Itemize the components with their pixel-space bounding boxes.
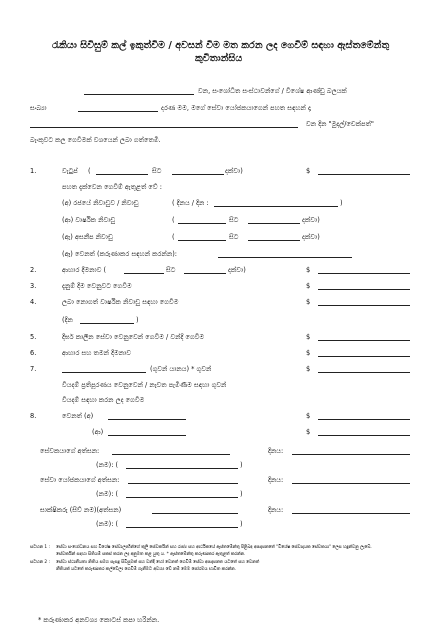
item4-amount-field[interactable] bbox=[318, 305, 410, 306]
item1a-label: (අ) රජයේ නිවාඩුව / නිවාඩු bbox=[62, 199, 139, 207]
sig1-date-field[interactable] bbox=[292, 454, 410, 455]
intro-line4: බැංකුවට කල ගෙවීමක් වශයෙන් ලබා ගත්තෙමි. bbox=[30, 136, 161, 144]
sig3-name-field[interactable] bbox=[126, 527, 238, 528]
item2-from-label: සිට bbox=[166, 266, 176, 274]
item1-label: වැටුප් bbox=[62, 167, 78, 175]
item1c-from-line[interactable] bbox=[178, 240, 226, 241]
item1b-label: (ආ) වාර්ෂික නිවාඩු bbox=[62, 216, 116, 224]
item2-from-line[interactable] bbox=[124, 273, 164, 274]
item1c-from-label: සිට bbox=[229, 233, 239, 241]
sig2-close: ) bbox=[240, 490, 243, 498]
form-title-line2: කුවිතාන්සිය bbox=[195, 53, 243, 64]
sig2-date-field[interactable] bbox=[292, 483, 410, 484]
item3-number: 3. bbox=[30, 282, 37, 290]
sig1-close: ) bbox=[240, 461, 243, 469]
note2-line2: නීතියක් යටතේ කරුණාකර කල්වේලා ගෙවීම් ගැනීමට අවශ්‍ය වේ නම් මෙම පෝරමය භාවිත කරන්න. bbox=[56, 567, 237, 572]
item7-sub1: වියදම් ප්‍රතිපූරණය වෙනුවෙන් / නැවත පැමිණීම සඳහා ගුවන් bbox=[62, 381, 227, 389]
item4-days-field[interactable] bbox=[80, 323, 134, 324]
note1-line2: සේවකයින් සඳහා සිතියම් සකස් කරන ලද අනුමත කළ යුතු ය. * ඇස්තමේන්තු කරුණාකර ඇතුළත් කරන්න. bbox=[56, 552, 246, 557]
id-number-field-line[interactable] bbox=[78, 111, 158, 112]
item1-to-label: දක්වා) bbox=[225, 167, 243, 175]
item1c-to-line[interactable] bbox=[248, 240, 300, 241]
item1b-from-label: සිට bbox=[229, 216, 239, 224]
sig1-signature-field[interactable] bbox=[112, 454, 230, 455]
item1-from-line[interactable] bbox=[96, 174, 148, 175]
item4-number: 4. bbox=[30, 298, 37, 306]
item4-days-close: ) bbox=[136, 316, 139, 324]
item8-label: වෙනත් (අ) bbox=[62, 412, 94, 420]
sig2-signature-field[interactable] bbox=[128, 483, 238, 484]
item1b-to-label: දක්වා) bbox=[302, 216, 320, 224]
item1c-label: (ඇ) අසනීප නිවාඩු bbox=[62, 233, 113, 241]
item1-currency: $ bbox=[306, 167, 311, 175]
sig3-date-label: දිනය: bbox=[268, 506, 284, 514]
item2-to-label: දක්වා) bbox=[228, 266, 246, 274]
item2-currency: $ bbox=[306, 266, 311, 274]
sig3-label: සාක්ෂිකරු (සිව් නම)(අත්සන) bbox=[40, 506, 122, 514]
item6-label: ආහාර සහ තමන් දීමනාව bbox=[62, 349, 132, 357]
sig1-name-field[interactable] bbox=[126, 468, 238, 469]
item4-days-label: (දින bbox=[62, 316, 73, 324]
sig3-close: ) bbox=[240, 520, 243, 528]
item2-to-line[interactable] bbox=[184, 273, 226, 274]
item3-amount-field[interactable] bbox=[318, 289, 410, 290]
item4-currency: $ bbox=[306, 298, 311, 306]
sig3-date-field[interactable] bbox=[292, 513, 410, 514]
item7-currency: $ bbox=[306, 365, 311, 373]
item8b-label: (ආ) bbox=[92, 428, 104, 436]
intro-line1: වන, සංශෝධිත සංස්ථාවන්ගේ / විශේෂ ආණ්ඩු බලයක් bbox=[198, 87, 347, 95]
item8-currency: $ bbox=[306, 412, 311, 420]
item1-sub-heading: පහත දැක්වෙන ගෙවීම් ඇතුළත් වේ : bbox=[62, 183, 162, 191]
item1d-label: (ඈ) වෙනත් (කරුණාකර සඳහන් කරන්න): bbox=[62, 250, 178, 258]
intro-line2-mid: දරණ මම, මගේ සේවා යෝජකයාගෙන් පහත සඳහන් දෑ bbox=[161, 104, 311, 112]
footnote: * කරුණාකර අනවශ්‍ය කොටස් කපා හරින්න. bbox=[38, 616, 160, 624]
item3-label: දැනුම් දීම වෙනුවට ගෙවීම bbox=[62, 282, 132, 290]
item1b-to-line[interactable] bbox=[248, 223, 300, 224]
item5-number: 5. bbox=[30, 333, 37, 341]
note2-line1: සේවා ස්ථානීයතා නිතිය සමග සැසඳූ සිවිසුමක් සහ වන්දි හෝ වෙනත් ගෙවීම් සේවා ආඥාපනත යටතේ සහ වෙනත් bbox=[56, 560, 260, 565]
item6-amount-field[interactable] bbox=[318, 356, 410, 357]
sig2-date-label: දිනය: bbox=[268, 476, 284, 484]
intro-line3: වන දින "මුදල්/චෙක්පත්" bbox=[306, 120, 374, 128]
sig2-label: සේවා යෝජකයාගේ අත්සන: bbox=[40, 476, 120, 484]
sig1-label: සේවකයාගේ අත්සන: bbox=[40, 447, 100, 455]
item5-currency: $ bbox=[306, 333, 311, 341]
item7-number: 7. bbox=[30, 365, 37, 373]
item5-amount-field[interactable] bbox=[318, 340, 410, 341]
item6-number: 6. bbox=[30, 349, 37, 357]
sig3-signature-field[interactable] bbox=[152, 513, 238, 514]
item5-label: දීර්ඝ කාලීන සේවා වෙනුවෙන් ගෙවීම / වන්දි ගෙවීම bbox=[62, 333, 205, 341]
sig3-name-label: (නම): ( bbox=[96, 520, 119, 528]
sig1-date-label: දිනය: bbox=[268, 447, 284, 455]
item7-sub2: වියදම් සඳහා කරන ලද ගෙවීම bbox=[62, 396, 145, 404]
item4-label: ලබා නොගත් වාර්ෂික නිවාඩු සඳහා ගෙවීම bbox=[62, 298, 179, 306]
item8b-field[interactable] bbox=[108, 435, 186, 436]
sig2-name-label: (නම): ( bbox=[96, 490, 119, 498]
item1c-to-label: දක්වා) bbox=[302, 233, 320, 241]
item2-amount-field[interactable] bbox=[318, 273, 410, 274]
sig2-name-field[interactable] bbox=[126, 497, 238, 498]
item1a-date-label: ( දිනය / දින : bbox=[172, 199, 209, 207]
item8a-amount-field[interactable] bbox=[318, 419, 410, 420]
note2-label: සටහන 2 : bbox=[30, 560, 50, 565]
item8b-currency: $ bbox=[306, 428, 311, 436]
item7-label: (ගුවන් යානය) * ගුවන් bbox=[150, 365, 212, 373]
item1-paren: ( bbox=[88, 167, 91, 175]
item3-currency: $ bbox=[306, 282, 311, 290]
item1c-paren: ( bbox=[172, 233, 175, 241]
item1b-paren: ( bbox=[172, 216, 175, 224]
item1a-close: ) bbox=[340, 199, 343, 207]
item8a-field[interactable] bbox=[108, 419, 186, 420]
sig1-name-label: (නම): ( bbox=[96, 461, 119, 469]
item8-number: 8. bbox=[30, 412, 37, 420]
name-field-line[interactable] bbox=[84, 94, 194, 95]
item1d-field[interactable] bbox=[218, 257, 352, 258]
item1b-from-line[interactable] bbox=[178, 223, 226, 224]
form-title-line1: රැකියා සිවිසුම් කල් ඉකුත්වීම / අවසන් වීම මත කරන ලද ගෙවීම් සඳහා ඇස්තමේන්තු bbox=[52, 40, 390, 51]
item1a-date-field[interactable] bbox=[214, 206, 338, 207]
item1-to-line[interactable] bbox=[172, 174, 224, 175]
item8b-amount-field[interactable] bbox=[318, 435, 410, 436]
note1-line1: සේවා සංශෝධනය සහ විශේෂ සේවාලාභීන්ගේ කුලී සේවකයින් සහ රාජ්‍ය සහ ආර්ථිකයේ ඇස්තමේන්තු පිළිබඳ ආඥාපනතේ "විශේෂ සේවාදායක සේවකයා" ලෙස හඳුන්වනු ලැබේ. bbox=[56, 545, 372, 550]
intro-line2-head: සංඛ්‍යා bbox=[30, 104, 47, 112]
employer-field-line[interactable] bbox=[30, 127, 298, 128]
item1-amount-field[interactable] bbox=[318, 174, 410, 175]
item1-number: 1. bbox=[30, 167, 37, 175]
item7-field[interactable] bbox=[62, 372, 146, 373]
note1-label: සටහන 1 : bbox=[30, 545, 50, 550]
item2-label: ආහාර දීමනාව ( bbox=[62, 266, 107, 274]
item1-from-label: සිට bbox=[152, 167, 162, 175]
item6-currency: $ bbox=[306, 349, 311, 357]
item2-number: 2. bbox=[30, 266, 37, 274]
item7-amount-field[interactable] bbox=[318, 372, 410, 373]
